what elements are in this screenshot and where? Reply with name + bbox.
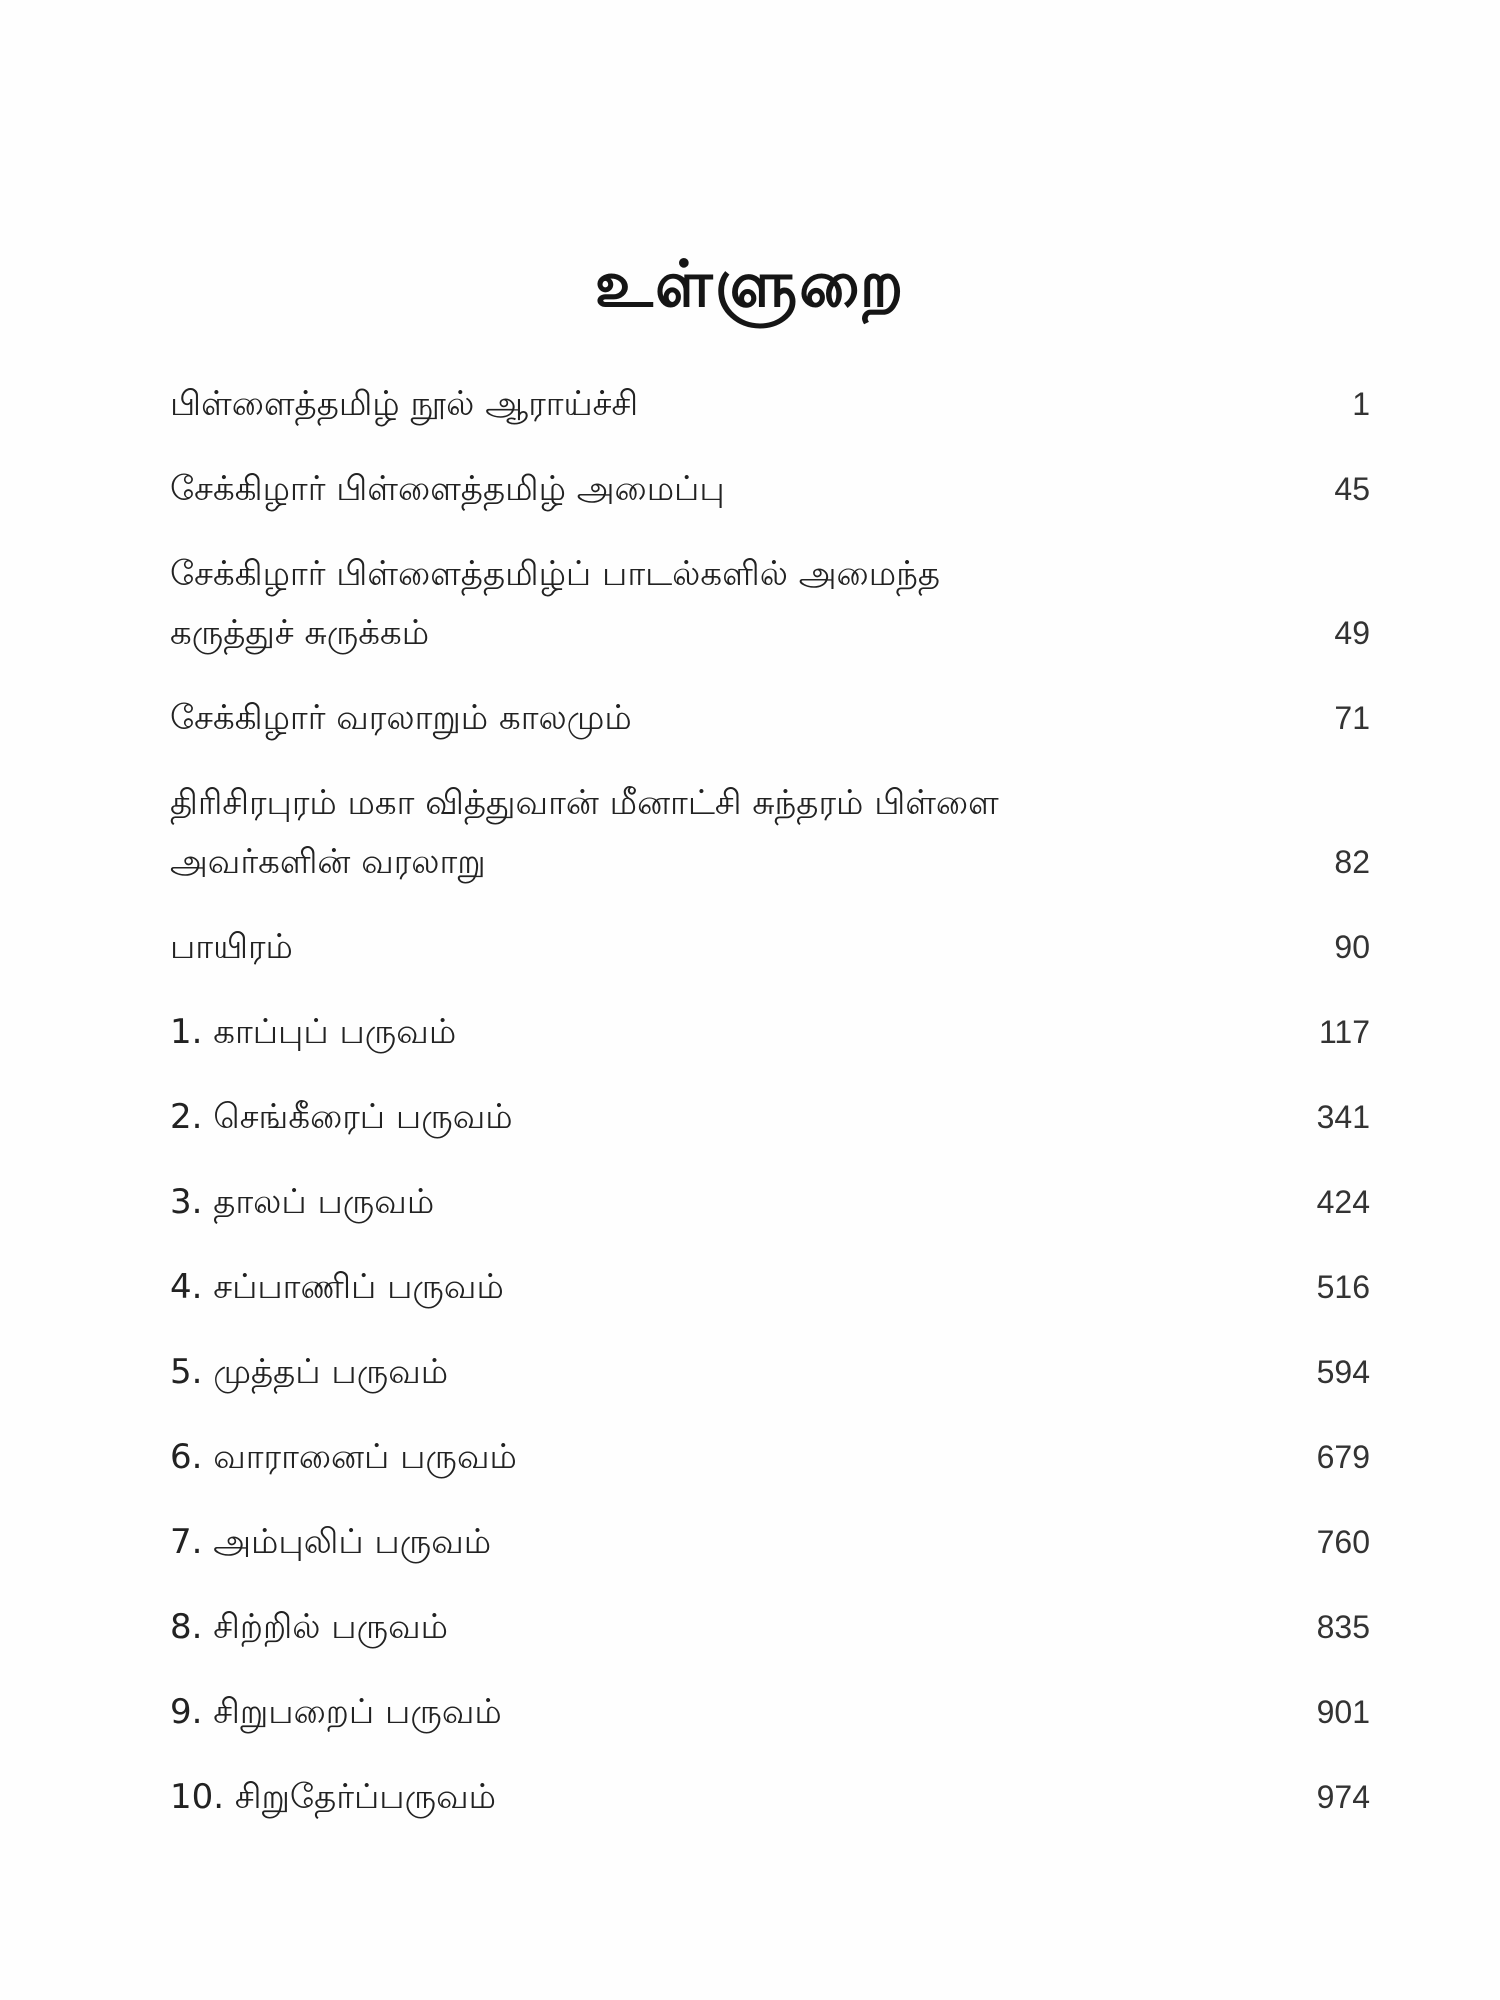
toc-entry-title: 4. சப்பாணிப் பருவம் [170, 1267, 504, 1307]
toc-entry [170, 545, 1370, 663]
toc-entry [170, 1088, 1370, 1147]
toc-entry-page-number: 901 [1316, 1694, 1370, 1730]
toc-entry [170, 689, 1370, 748]
toc-entry [170, 1428, 1370, 1487]
toc-entry [170, 375, 1370, 434]
toc-entry-page-number: 974 [1316, 1779, 1370, 1815]
table-of-contents [170, 375, 1370, 1853]
toc-entry-title: 3. தாலப் பருவம் [170, 1182, 435, 1222]
toc-entry-title: 2. செங்கீரைப் பருவம் [170, 1097, 513, 1137]
toc-entry-title: பாயிரம் [170, 927, 293, 967]
toc-entry-page-number: 71 [1334, 700, 1370, 736]
toc-entry-page-number: 117 [1318, 1014, 1370, 1050]
toc-entry-title: சேக்கிழார் வரலாறும் காலமும் [170, 698, 632, 738]
toc-entry-title: 6. வாரானைப் பருவம் [170, 1437, 517, 1477]
toc-entry-title: திரிசிரபுரம் மகா வித்துவான் மீனாட்சி சுந்தரம் பிள்ளை அவர்களின் வரலாறு [170, 783, 999, 882]
toc-entry [170, 918, 1370, 977]
toc-entry-title: 8. சிற்றில் பருவம் [170, 1607, 449, 1647]
toc-entry-page-number: 49 [1334, 615, 1370, 651]
toc-entry [170, 1173, 1370, 1232]
toc-entry [170, 1258, 1370, 1317]
toc-entry-title: 7. அம்புலிப் பருவம் [170, 1522, 492, 1562]
toc-entry-page-number: 45 [1334, 471, 1370, 507]
toc-entry-page-number: 679 [1316, 1439, 1370, 1475]
toc-entry-page-number: 90 [1334, 929, 1370, 965]
toc-entry [170, 1513, 1370, 1572]
toc-entry-page-number: 341 [1316, 1099, 1370, 1135]
toc-entry-title: 9. சிறுபறைப் பருவம் [170, 1692, 502, 1732]
toc-entry [170, 774, 1370, 892]
toc-entry-title: சேக்கிழார் பிள்ளைத்தமிழ் அமைப்பு [170, 469, 725, 509]
toc-entry-page-number: 760 [1316, 1524, 1370, 1560]
toc-entry-page-number: 835 [1316, 1609, 1370, 1645]
toc-entry [170, 460, 1370, 519]
toc-entry-title: 10. சிறுதேர்ப்பருவம் [170, 1777, 496, 1817]
toc-entry-page-number: 594 [1316, 1354, 1370, 1390]
toc-entry [170, 1003, 1370, 1062]
toc-entry [170, 1768, 1370, 1827]
toc-entry-page-number: 1 [1352, 386, 1370, 422]
toc-entry-page-number: 424 [1316, 1184, 1370, 1220]
toc-entry-title: 5. முத்தப் பருவம் [170, 1352, 449, 1392]
toc-entry-title: பிள்ளைத்தமிழ் நூல் ஆராய்ச்சி [170, 384, 639, 424]
toc-entry [170, 1343, 1370, 1402]
toc-entry-page-number: 82 [1334, 844, 1370, 880]
toc-entry-page-number: 516 [1316, 1269, 1370, 1305]
toc-entry-title: சேக்கிழார் பிள்ளைத்தமிழ்ப் பாடல்களில் அமைந்த கருத்துச் சுருக்கம் [170, 554, 941, 653]
toc-entry [170, 1598, 1370, 1657]
toc-entry [170, 1683, 1370, 1742]
page-title: உள்ளுறை [594, 247, 906, 322]
toc-entry-title: 1. காப்புப் பருவம் [170, 1012, 457, 1052]
